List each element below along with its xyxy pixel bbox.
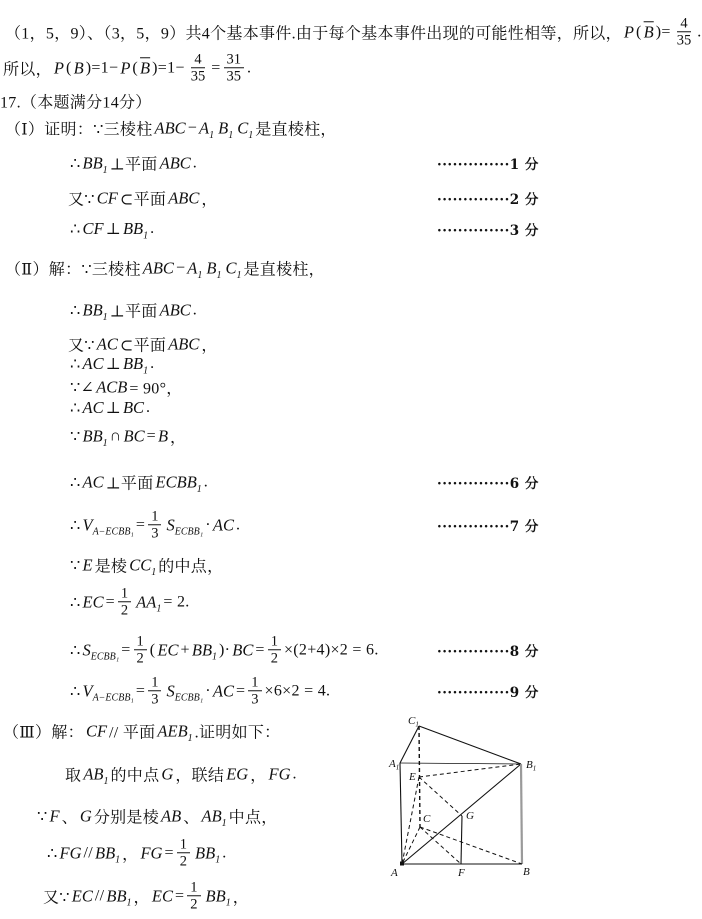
text-run: ∴	[70, 356, 81, 373]
fraction: $\frac{1}{3}$	[248, 674, 261, 707]
part3-step3	[47, 836, 227, 869]
text-run: （1，5，9）、（3，5，9）共4个基本事件.由于每个基本事件出现的可能性相等，所以，	[5, 25, 622, 43]
part2-step3	[70, 354, 155, 377]
part1-step2	[68, 187, 218, 210]
part2-step10	[70, 585, 190, 618]
math-var: ABC	[168, 188, 200, 207]
math-var: $V_{A-ECBB_1}$	[82, 681, 134, 704]
part2-step8-score-mark: ··············7 分	[437, 519, 539, 535]
text-run: ，	[250, 767, 267, 785]
math-var: P	[53, 58, 64, 77]
math-var: $CC_1$	[129, 555, 157, 578]
math-var: BC	[232, 640, 254, 659]
text-run: （Ⅲ）解：	[3, 724, 84, 742]
math-var: $AB_1$	[83, 764, 109, 787]
text-run: 又∵	[68, 337, 95, 355]
math-var: $\overline{B}$	[140, 58, 151, 77]
math-var: $C_1$	[225, 258, 242, 281]
fraction: $\frac{1}{3}$	[148, 674, 161, 707]
math-var: $ECBB_1$	[155, 472, 202, 495]
part2-statement	[5, 257, 325, 280]
math-var: AC	[212, 681, 234, 700]
text-run: ，	[201, 191, 218, 209]
math-var: ABC	[142, 258, 174, 277]
text-run: )=1−	[85, 59, 119, 76]
text-run: 的中点	[110, 767, 160, 785]
text-run: 所以，	[3, 61, 52, 79]
math-var: FG	[268, 764, 291, 783]
part2-step12-score-mark: ··············9 分	[437, 685, 539, 701]
text-run: ∴	[70, 400, 81, 417]
prism-figure	[388, 712, 543, 882]
text-run: −	[175, 259, 186, 276]
math-var: BC	[122, 398, 145, 417]
text-run: ∴	[70, 517, 81, 534]
math-var: $A_1$	[199, 118, 215, 141]
fraction: $\frac{1}{3}$	[148, 508, 161, 541]
part2-step9	[70, 554, 223, 577]
fraction: $\frac{1}{2}$	[134, 633, 147, 666]
vertex-label-a: A	[391, 867, 398, 879]
math-var: $BB_1$	[195, 843, 221, 866]
text-run: ∴	[70, 155, 81, 172]
fraction: $\frac{4}{35}$	[190, 51, 206, 85]
vertex-label-g: G	[466, 810, 474, 822]
text-run: ∴	[47, 845, 58, 862]
math-var: $BB_1$	[82, 426, 108, 449]
math-var: CF	[85, 721, 108, 740]
math-var: $S_{ECBB_1}$	[82, 640, 120, 663]
text-run: ·	[205, 516, 211, 533]
math-var: CF	[96, 188, 118, 207]
math-var: EG	[226, 764, 249, 783]
math-var: EC	[151, 886, 173, 905]
math-var: $B_1$	[218, 118, 234, 141]
part2-step4	[70, 376, 183, 399]
math-var: $S_{ECBB_1}$	[166, 515, 204, 538]
text-run: ，	[201, 337, 218, 355]
text-run: =	[174, 887, 185, 904]
vertex-a-marker	[400, 862, 404, 866]
math-var: EC	[71, 886, 93, 905]
math-var: AC	[82, 398, 104, 417]
text-run: .	[235, 516, 241, 533]
text-run: ，	[122, 846, 139, 864]
text-run: ∴	[70, 594, 81, 611]
math-var: FG	[140, 843, 163, 862]
text-run: =	[135, 682, 146, 699]
part2-step11	[70, 633, 379, 666]
text-run: ⊥平面	[109, 303, 158, 321]
math-var: G	[161, 764, 174, 783]
math-var: AB	[161, 806, 182, 825]
part1-step3-score-mark: ··············3 分	[437, 223, 539, 239]
text-run: ⊥	[105, 221, 121, 238]
math-var: $\overline{B}$	[643, 22, 654, 41]
math-var: BC	[123, 426, 145, 445]
part1-statement	[5, 117, 337, 140]
text-run: (	[132, 59, 139, 76]
text-run: (	[636, 23, 642, 40]
math-var: ABC	[159, 153, 191, 172]
text-run: ⊥	[105, 356, 121, 373]
math-var: AC	[212, 515, 234, 534]
math-var: $B_1$	[206, 258, 222, 281]
math-var: ABC	[154, 118, 186, 137]
text-run: 是直棱柱，	[255, 121, 337, 139]
text-run: ∵	[37, 808, 48, 825]
part2-step1	[70, 299, 197, 322]
text-run: 、	[183, 809, 200, 827]
part3-statement	[3, 720, 280, 743]
math-var: $BB_1$	[122, 219, 149, 242]
math-var: $S_{ECBB_1}$	[166, 681, 204, 704]
math-var: B	[73, 58, 84, 77]
text-run: =	[164, 844, 174, 861]
prism-figure-svg	[388, 712, 543, 882]
text-run: ∴	[70, 474, 81, 491]
part2-step5	[70, 398, 150, 418]
text-run: 、	[61, 809, 78, 827]
part2-step8	[70, 508, 240, 541]
text-run: .	[150, 355, 155, 372]
vertex-label-f: F	[458, 867, 465, 879]
math-var: $C_1$	[237, 118, 254, 141]
prob-tail-line-1	[5, 15, 702, 48]
text-run: ⊥平面	[109, 156, 158, 174]
text-run: 的中点，	[158, 558, 224, 576]
part2-step2	[68, 333, 218, 356]
text-run: =	[235, 682, 246, 699]
text-run: .证明如下：	[194, 724, 281, 742]
math-var: ABC	[159, 300, 191, 319]
text-run: .	[203, 473, 209, 490]
fraction: $\frac{4}{35}$	[676, 15, 692, 49]
part2-step7	[70, 471, 208, 494]
text-run: =	[255, 641, 265, 658]
text-run: 又∵	[43, 889, 70, 907]
prob-tail-line-2	[3, 51, 251, 84]
math-var: P	[623, 22, 634, 41]
part1-step1	[70, 152, 197, 175]
text-run: ⊂平面	[119, 337, 167, 355]
math-var: $BB_1$	[94, 843, 121, 866]
part1-step1-score-mark: ··············1 分	[437, 157, 539, 173]
fraction: $\frac{1}{2}$	[177, 836, 190, 869]
math-var: B	[157, 426, 169, 445]
text-run: .	[247, 59, 252, 76]
part1-step2-score-mark: ··············2 分	[437, 192, 539, 208]
text-run: ⊂平面	[119, 191, 167, 209]
part3-step2	[37, 805, 278, 828]
text-run: ×(2+4)×2 = 6.	[283, 641, 379, 658]
vertex-label-b: B	[523, 866, 530, 878]
part2-step11-score-mark: ··············8 分	[437, 644, 539, 660]
math-var: CF	[82, 219, 104, 238]
text-run: =	[146, 427, 156, 444]
math-var: P	[120, 58, 131, 77]
math-var: AC	[82, 472, 104, 491]
text-run: 是棱	[94, 558, 128, 576]
prism-solid-edges	[400, 726, 522, 864]
text-run: ∴	[70, 683, 81, 700]
text-run: （Ⅱ）解：∵三棱柱	[5, 261, 141, 279]
part3-step4	[43, 879, 249, 912]
text-run: )=	[655, 23, 671, 40]
text-run: =	[121, 641, 131, 658]
edge-a1-b1	[400, 763, 521, 764]
edge-b-b1	[521, 764, 522, 864]
vertex-label-b1: $B_1$	[526, 759, 537, 773]
text-run: .	[222, 844, 227, 861]
text-run: .	[192, 154, 198, 171]
math-var: $BB_1$	[205, 886, 231, 909]
text-run: (	[149, 641, 156, 658]
text-run: =	[211, 59, 221, 76]
text-run: ∵	[70, 557, 81, 574]
math-var: $BB_1$	[106, 886, 132, 909]
text-run: // 平面	[109, 724, 156, 742]
text-run: 中点，	[228, 809, 278, 827]
problem-17-heading	[0, 90, 152, 113]
text-run: ∵∠	[70, 379, 95, 396]
part2-step12	[70, 674, 330, 707]
text-run: ∵	[70, 428, 81, 445]
text-run: ，	[232, 889, 250, 907]
text-run: ·	[205, 682, 211, 699]
vertex-label-c1: $C_1$	[408, 715, 419, 729]
text-run: )=1−	[152, 59, 185, 76]
part2-step6	[70, 425, 186, 448]
text-run: .	[150, 220, 155, 237]
fraction: $\frac{31}{35}$	[224, 51, 245, 84]
fraction: $\frac{1}{2}$	[187, 879, 200, 912]
text-run: 是直棱柱，	[243, 261, 325, 279]
math-var: AC	[82, 354, 104, 373]
prism-dashed-edges	[402, 726, 522, 864]
text-run: .	[697, 23, 702, 40]
math-var: $AEB_1$	[157, 721, 193, 744]
math-var: G	[79, 806, 92, 825]
math-var: AC	[96, 334, 118, 353]
vertex-label-c: C	[423, 813, 431, 825]
vertex-label-a1: $A_1$	[389, 758, 400, 772]
text-run: .	[292, 765, 297, 782]
text-run: （Ⅰ）证明：∵三棱柱	[5, 121, 153, 139]
math-var: $BB_1$	[122, 354, 149, 377]
math-var: EC	[157, 640, 179, 659]
math-var: $A_1$	[187, 258, 203, 281]
text-run: = 90°，	[129, 380, 183, 398]
text-run: .	[192, 301, 198, 318]
math-var: $AA_1$	[136, 592, 162, 615]
text-run: ⊥平面	[105, 475, 154, 493]
part1-step3	[70, 219, 155, 242]
part2-step7-score-mark: ··············6 分	[437, 476, 539, 492]
text-run: ×6×2 = 4.	[264, 682, 331, 699]
text-run: (	[66, 59, 72, 76]
text-run: //	[83, 844, 93, 861]
text-run: ∴	[70, 302, 81, 319]
math-var: ACB	[96, 377, 128, 396]
math-var: FG	[59, 843, 82, 862]
text-run: 17.（本题满分14分）	[0, 94, 152, 112]
text-run: 又∵	[68, 191, 95, 209]
text-run: +	[180, 641, 190, 658]
text-run: 分别是棱	[93, 809, 160, 827]
text-run: =	[105, 593, 115, 610]
math-var: $BB_1$	[82, 300, 108, 323]
text-run: = 2.	[163, 593, 190, 610]
text-run: ∴	[70, 221, 81, 238]
text-run: .	[146, 399, 151, 416]
math-var: F	[49, 806, 60, 825]
math-var: $BB_1$	[82, 153, 108, 176]
math-var: E	[82, 555, 93, 574]
text-run: −	[187, 119, 198, 136]
text-run: ，	[170, 429, 187, 447]
text-run: =	[135, 516, 146, 533]
math-var: EC	[82, 592, 104, 611]
fraction: $\frac{1}{2}$	[268, 633, 281, 666]
fraction: $\frac{1}{2}$	[118, 585, 131, 618]
text-run: ⊥	[105, 400, 121, 417]
text-run: )·	[219, 641, 231, 658]
text-run: //	[94, 887, 105, 904]
math-var: $AB_1$	[201, 806, 227, 829]
vertex-label-e: E	[409, 771, 416, 783]
math-var: $BB_1$	[191, 640, 218, 663]
text-run: ∩	[109, 427, 122, 444]
text-run: ∴	[70, 642, 81, 659]
text-run: ，联结	[175, 767, 225, 785]
text-run: ，	[133, 889, 150, 907]
part3-step1	[65, 763, 297, 786]
math-var: ABC	[168, 334, 200, 353]
text-run: 取	[65, 767, 82, 785]
math-var: $V_{A-ECBB_1}$	[82, 515, 134, 538]
